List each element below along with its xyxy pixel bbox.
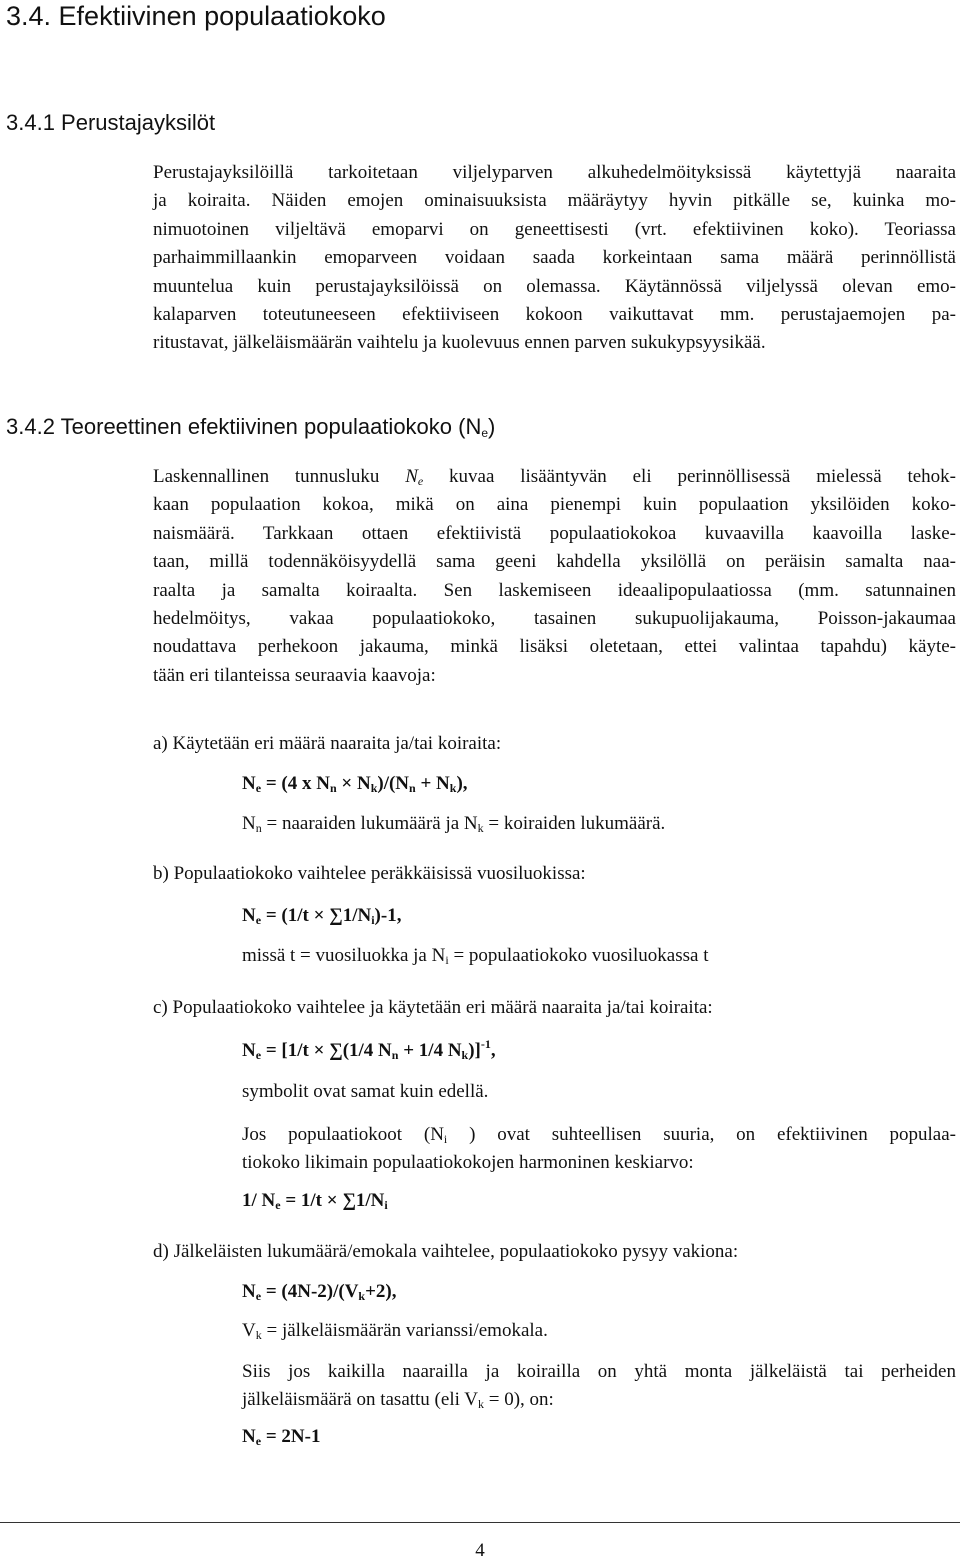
text-line: naismäärä. Tarkkaan ottaen efektiivistä populaatiokokoa kuvaavilla kaavoilla laske- — [153, 522, 956, 544]
footer-rule — [0, 1522, 960, 1523]
heading-text: 3.4.2 Teoreettinen efektiivinen populaatiokoko (N — [6, 414, 482, 439]
text-line: Jos populaatiokoot ($N_i$ ) ovat suhteellisen suuria, on efektiivinen populaa- — [242, 1124, 956, 1146]
text-line: Siis jos kaikilla naarailla ja koirailla on yhtä monta jälkeläistä tai perheiden — [242, 1361, 956, 1382]
formula-a-note: $N_n$ = naaraiden lukumäärä ja $N_k$ = koiraiden lukumäärä. — [242, 813, 666, 835]
text-line: hedelmöitys, vakaa populaatiokoko, tasainen sukupuolijakauma, Poisson-jakaumaa — [153, 607, 956, 629]
text-fragment: kuvaa lisääntyvän eli perinnöllisessä mielessä tehok- — [423, 466, 956, 487]
text-line: tään eri tilanteissa seuraavia kaavoja: — [153, 664, 436, 686]
heading-subscript: e — [481, 426, 489, 440]
paragraph-perustajayksilot — [153, 159, 956, 358]
text-line: nimuotoinen viljeltävä emoparvi on geneettisesti (vrt. efektiivinen koko). Teoriassa — [153, 218, 956, 240]
case-c-label: c) Populaatiokoko vaihtelee ja käytetään eri määrä naaraita ja/tai koiraita: — [153, 997, 713, 1018]
text-line: ja koiraita. Näiden emojen ominaisuuksista määräytyy hyvin pitkälle se, kuinka mo- — [153, 190, 956, 212]
formula-c-paragraph — [242, 1121, 956, 1178]
text-line: kaan populaation kokoa, mikä on aina pienempi kuin populaation yksilöiden koko- — [153, 494, 956, 516]
formula-c-note: symbolit ovat samat kuin edellä. — [242, 1081, 489, 1102]
paragraph-teoreettinen — [153, 463, 956, 690]
sum-symbol: ∑ — [329, 905, 343, 926]
formula-d-paragraph — [242, 1358, 956, 1415]
case-a-label: a) Käytetään eri määrä naaraita ja/tai koiraita: — [153, 733, 502, 754]
multiply-symbol: × — [313, 1040, 330, 1061]
sum-symbol: ∑ — [342, 1190, 356, 1211]
case-b-label: b) Populaatiokoko vaihtelee peräkkäisissä vuosiluokissa: — [153, 863, 586, 884]
multiply-symbol: × — [313, 905, 330, 926]
sum-symbol: ∑ — [329, 1040, 343, 1061]
text-line: jälkeläismäärä on tasattu (eli $V_k = 0$), on: — [242, 1389, 554, 1412]
text-line — [153, 463, 956, 491]
formula-c: $N_e = [1/t \times \sum(1/4$ $N_n + 1/4$ $N_k)]^{-1}$, — [242, 1037, 496, 1062]
text-fragment: Laskennallinen tunnusluku — [153, 466, 406, 487]
text-line: parhaimmillaankin emoparveen voidaan saada korkeintaan sama määrä perinnöllistä — [153, 247, 956, 269]
symbol-n: N — [405, 466, 418, 487]
text-line: noudattava perhekoon jakauma, minkä lisäksi oletetaan, ettei valintaa tapahdu) käyte- — [153, 636, 956, 658]
page-title: 3.4. Efektiivinen populaatiokoko — [6, 1, 386, 31]
multiply-symbol: × — [336, 773, 357, 794]
text-line: muuntelua kuin perustajayksilöissä on olemassa. Käytännössä viljelyssä olevan emo- — [153, 275, 956, 297]
formula-b-note: missä t = vuosiluokka ja $N_i$ = populaatiokoko vuosiluokassa t — [242, 945, 709, 967]
formula-d-note: $V_k$ = jälkeläismäärän varianssi/emokala. — [242, 1320, 548, 1342]
heading-close: ) — [488, 414, 496, 439]
section-heading-teoreettinen — [6, 412, 495, 442]
formula-c-harmonic: 1/ $N_e = 1/t \times \sum 1/N_i$ — [242, 1190, 388, 1212]
text-line: ritustavat, jälkeläismäärän vaihtelu ja kuolevuus ennen parven sukukypsyysikää. — [153, 332, 766, 354]
text-line: taan, millä todennäköisyydellä sama geeni kahdella yksilöllä on peräisin samalta naa- — [153, 551, 956, 573]
formula-a: $N_e = (4$ x $N_n \times N_k)/(N_n + N_k)$, — [242, 773, 468, 795]
formula-d-equal: $N_e = 2N-1$ — [242, 1426, 321, 1448]
symbol-subscript: e — [417, 474, 424, 488]
text-line: tiokoko likimain populaatiokokojen harmoninen keskiarvo: — [242, 1152, 694, 1174]
page-number: 4 — [475, 1540, 485, 1561]
formula-b: $N_e = (1/t \times \sum 1/N_i)-1$, — [242, 905, 402, 927]
text-line: raalta ja samalta koiraalta. Sen laskemiseen ideaalipopulaatiossa (mm. satunnainen — [153, 579, 956, 601]
formula-d: $N_e = (4N-2)/(V_k+2)$, — [242, 1281, 397, 1303]
text-line: Perustajayksilöillä tarkoitetaan viljelyparven alkuhedelmöityksissä käytettyjä naaraita — [153, 162, 956, 183]
section-heading-perustajayksilot: 3.4.1 Perustajayksilöt — [6, 110, 216, 135]
case-d-label: d) Jälkeläisten lukumäärä/emokala vaihtelee, populaatiokoko pysyy vakiona: — [153, 1241, 739, 1262]
text-line: kalaparven toteutuneeseen efektiiviseen kokoon vaikuttavat mm. perustajaemojen pa- — [153, 303, 956, 325]
multiply-symbol: × — [326, 1190, 343, 1211]
